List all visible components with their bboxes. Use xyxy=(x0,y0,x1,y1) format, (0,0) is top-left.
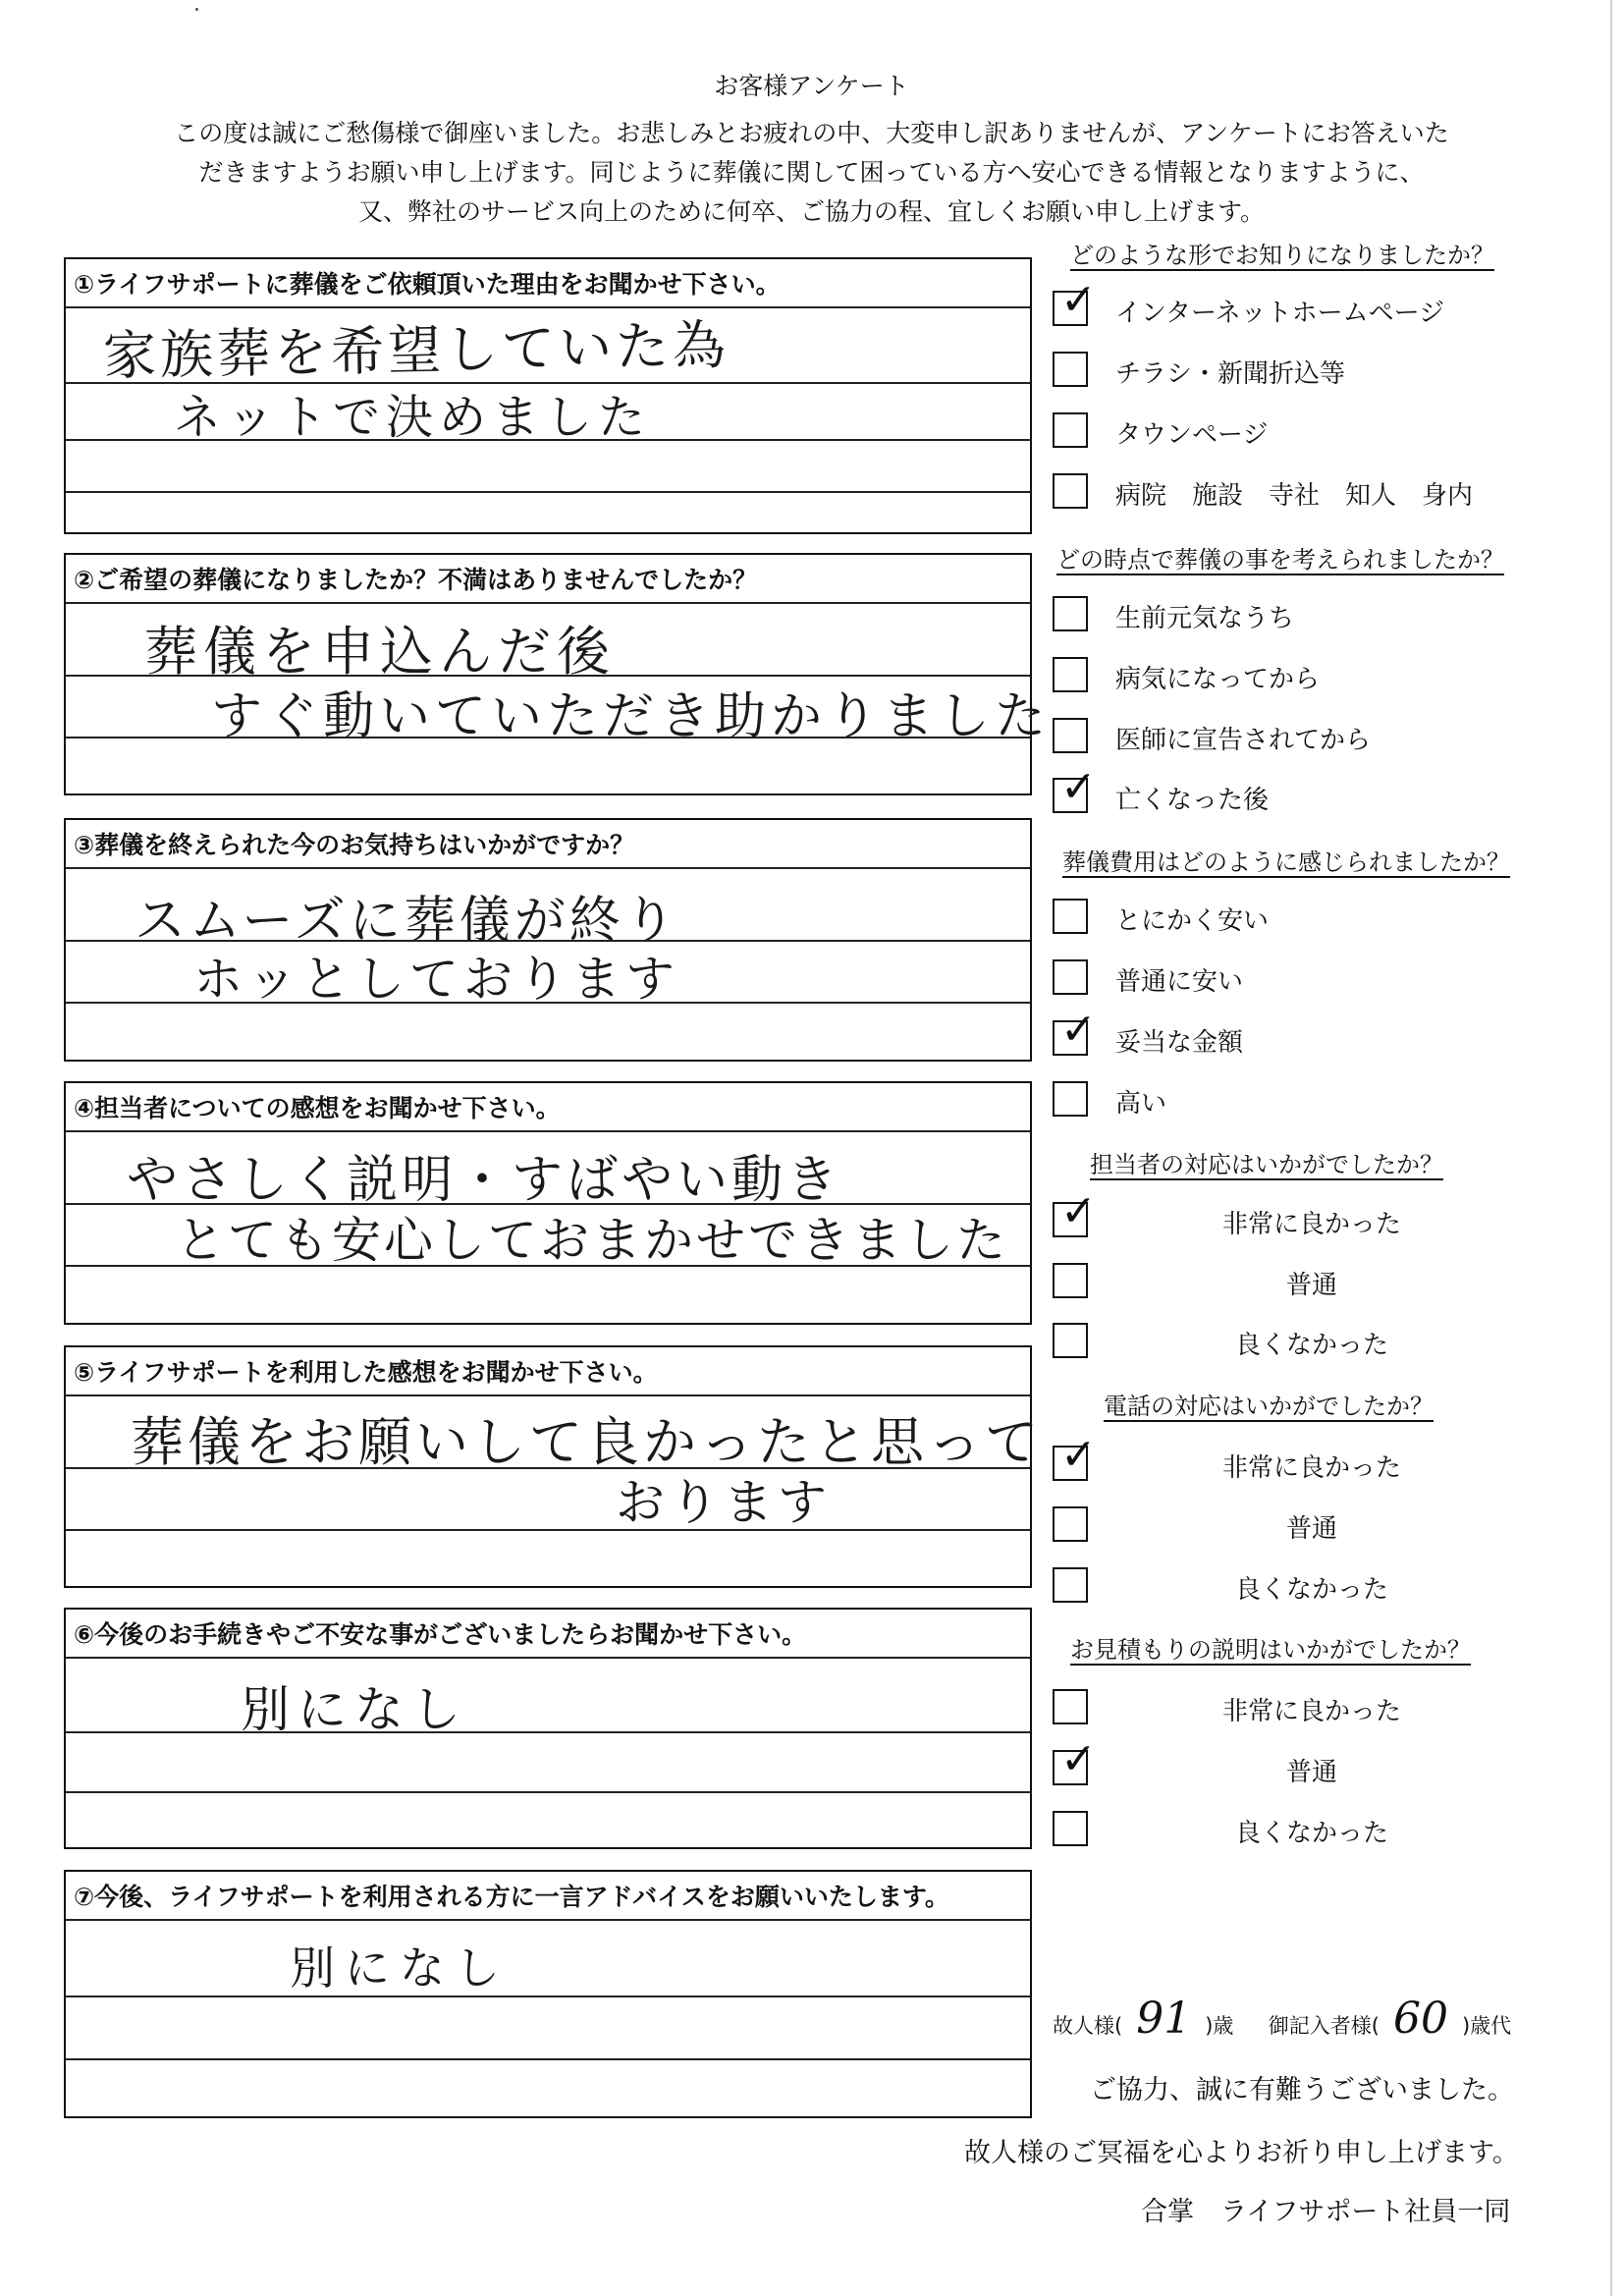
handwritten-answer-line[interactable]: とても安心しておまかせできました xyxy=(176,1212,1008,1269)
intro-text xyxy=(59,114,1564,232)
question-title: ⑦今後、ライフサポートを利用される方に一言アドバイスをお願いいたします。 xyxy=(74,1883,949,1911)
option-label: タウンページ xyxy=(1115,420,1269,450)
checkbox[interactable] xyxy=(1053,473,1088,509)
handwritten-answer-line[interactable]: ネットで決めました xyxy=(174,390,652,445)
option-label: 妥当な金額 xyxy=(1115,1028,1244,1058)
question-2 xyxy=(64,553,1052,795)
checkbox[interactable] xyxy=(1053,762,1097,813)
survey-option xyxy=(1053,410,1524,454)
check-mark-icon: ✓ xyxy=(1060,1005,1097,1055)
option-label: 病院 施設 寺社 知人 身内 xyxy=(1115,481,1474,511)
check-mark-icon: ✓ xyxy=(1060,1430,1097,1480)
writer-age-suffix: )歳代 xyxy=(1461,2014,1512,2038)
handwritten-answer-line[interactable]: 葬儀を申込んだ後 xyxy=(144,621,616,683)
option-label: インターネットホームページ xyxy=(1115,299,1445,328)
option-label: 亡くなった後 xyxy=(1115,786,1270,815)
checkbox[interactable] xyxy=(1053,959,1088,995)
handwritten-answer-line[interactable]: 別になし xyxy=(290,1941,510,1995)
intro-line: この度は誠にご愁傷様で御座いました。お悲しみとお疲れの中、大変申し訳ありませんが、アンケートにお答えいた xyxy=(174,119,1449,147)
question-4 xyxy=(64,1081,1032,1325)
checkbox[interactable] xyxy=(1053,596,1088,631)
writer-age-value[interactable]: 60 xyxy=(1392,1994,1448,2044)
survey-option xyxy=(1053,1504,1524,1548)
option-label: 良くなかった xyxy=(1234,1575,1388,1605)
option-label: 非常に良かった xyxy=(1221,1697,1401,1726)
option-label: 医師に宣告されてから xyxy=(1115,726,1372,755)
checkbox[interactable] xyxy=(1053,1430,1097,1481)
survey-option xyxy=(1053,897,1524,940)
survey-option xyxy=(1053,1005,1524,1062)
checkbox[interactable] xyxy=(1053,1263,1088,1298)
survey-heading: どの時点で葬儀の事を考えられましたか？ xyxy=(1056,546,1504,574)
checkbox[interactable] xyxy=(1053,1323,1088,1358)
checkbox[interactable] xyxy=(1053,1567,1088,1603)
checkbox[interactable] xyxy=(1053,1005,1097,1056)
checkbox[interactable] xyxy=(1053,275,1097,326)
option-label: 高い xyxy=(1115,1089,1167,1119)
survey-option xyxy=(1053,655,1524,698)
survey-option xyxy=(1053,762,1524,819)
question-3 xyxy=(64,818,1032,1062)
checkbox[interactable] xyxy=(1053,1506,1088,1542)
survey-option xyxy=(1053,594,1524,637)
checkbox[interactable] xyxy=(1053,412,1088,448)
intro-line: だきますようお願い申し上げます。同じように葬儀に関して困っている方へ安心できる情報となりますように、 xyxy=(198,158,1425,187)
survey-option xyxy=(1053,716,1524,759)
survey-heading: 担当者の対応はいかがでしたか？ xyxy=(1090,1151,1443,1178)
option-label: 非常に良かった xyxy=(1221,1210,1401,1239)
handwritten-answer-line[interactable]: すぐ動いていただき助かりました xyxy=(211,687,1052,746)
option-label: 普通に安い xyxy=(1115,967,1244,997)
question-title: ③葬儀を終えられた今のお気持ちはいかがですか？ xyxy=(74,831,635,859)
question-1 xyxy=(64,257,1032,534)
question-title: ⑤ライフサポートを利用した感想をお聞かせ下さい。 xyxy=(74,1358,658,1387)
option-label: 良くなかった xyxy=(1234,1331,1388,1360)
question-6 xyxy=(64,1608,1032,1849)
option-label: 普通 xyxy=(1285,1514,1337,1544)
handwritten-answer-line[interactable]: 別になし xyxy=(241,1681,468,1738)
survey-option xyxy=(1053,1687,1524,1730)
survey-option xyxy=(1053,275,1524,332)
option-label: 普通 xyxy=(1285,1271,1337,1300)
survey-option xyxy=(1053,471,1524,515)
option-label: 生前元気なうち xyxy=(1115,604,1295,633)
deceased-age-value[interactable]: 91 xyxy=(1136,1994,1192,2044)
survey-option xyxy=(1053,1430,1524,1487)
option-label: とにかく安い xyxy=(1115,906,1270,936)
writer-age-label: 御記入者様( xyxy=(1268,2014,1380,2038)
option-label: チラシ・新聞折込等 xyxy=(1115,359,1346,389)
survey-heading: 電話の対応はいかがでしたか？ xyxy=(1104,1393,1434,1420)
survey-option xyxy=(1053,350,1524,393)
checkbox[interactable] xyxy=(1053,1081,1088,1117)
survey-option xyxy=(1053,957,1524,1001)
option-label: 良くなかった xyxy=(1234,1819,1388,1848)
check-mark-icon: ✓ xyxy=(1060,1186,1097,1236)
scan-speck xyxy=(195,8,198,11)
handwritten-answer-line[interactable]: おります xyxy=(616,1474,832,1531)
question-7 xyxy=(64,1870,1032,2118)
handwritten-answer-line[interactable]: スムーズに葬儀が終り xyxy=(135,892,679,951)
checkbox[interactable] xyxy=(1053,1689,1088,1724)
survey-heading: 葬儀費用はどのように感じられましたか？ xyxy=(1062,848,1510,876)
checkbox[interactable] xyxy=(1053,352,1088,387)
option-label: 普通 xyxy=(1285,1758,1337,1787)
thanks-text: ご協力、誠に有難うございました。 xyxy=(1090,2075,1514,2105)
checkbox[interactable] xyxy=(1053,657,1088,692)
survey-heading: お見積もりの説明はいかがでしたか？ xyxy=(1070,1636,1471,1664)
check-mark-icon: ✓ xyxy=(1060,762,1097,812)
checkbox[interactable] xyxy=(1053,899,1088,934)
handwritten-answer-line[interactable]: ホッとしております xyxy=(193,951,679,1008)
handwritten-answer-line[interactable]: 葬儀をお願いして良かったと思って xyxy=(131,1411,1042,1473)
question-5 xyxy=(64,1345,1042,1588)
option-label: 非常に良かった xyxy=(1221,1453,1401,1483)
scan-edge xyxy=(1610,0,1612,2296)
survey-option xyxy=(1053,1261,1524,1304)
check-mark-icon: ✓ xyxy=(1060,1734,1097,1784)
survey-option xyxy=(1053,1809,1524,1852)
age-suffix: )歳 xyxy=(1205,2014,1234,2038)
signature-text: 合掌 ライフサポート社員一同 xyxy=(1141,2197,1511,2227)
option-label: 病気になってから xyxy=(1115,665,1321,694)
survey-option xyxy=(1053,1734,1524,1791)
survey-option xyxy=(1053,1079,1524,1122)
page-title: お客様アンケート xyxy=(714,72,909,100)
checkbox[interactable] xyxy=(1053,1186,1097,1237)
handwritten-answer-line[interactable]: 家族葬を希望していた為 xyxy=(102,313,730,387)
handwritten-answer-line[interactable]: やさしく説明・すばやい動き xyxy=(127,1151,842,1210)
question-title: ④担当者についての感想をお聞かせ下さい。 xyxy=(74,1094,561,1122)
question-title: ⑥今後のお手続きやご不安な事がございましたらお聞かせ下さい。 xyxy=(74,1620,807,1649)
checkbox[interactable] xyxy=(1053,1734,1097,1785)
check-mark-icon: ✓ xyxy=(1060,275,1097,325)
survey-option xyxy=(1053,1565,1524,1609)
deceased-age-label: 故人様( xyxy=(1053,2014,1123,2038)
checkbox[interactable] xyxy=(1053,718,1088,753)
closing-text: 故人様のご冥福を心よりお祈り申し上げます。 xyxy=(964,2138,1519,2168)
age-fields xyxy=(1053,1994,1511,2044)
intro-line: 又、弊社のサービス向上のために何卒、ご協力の程、宜しくお願い申し上げます。 xyxy=(357,197,1265,226)
checkbox[interactable] xyxy=(1053,1811,1088,1846)
question-title: ②ご希望の葬儀になりましたか？不満はありませんでしたか？ xyxy=(74,566,758,594)
question-title: ①ライフサポートに葬儀をご依頼頂いた理由をお聞かせ下さい。 xyxy=(74,270,781,299)
survey-option xyxy=(1053,1321,1524,1364)
survey-option xyxy=(1053,1186,1524,1243)
survey-heading: どのような形でお知りになりましたか？ xyxy=(1070,242,1494,269)
